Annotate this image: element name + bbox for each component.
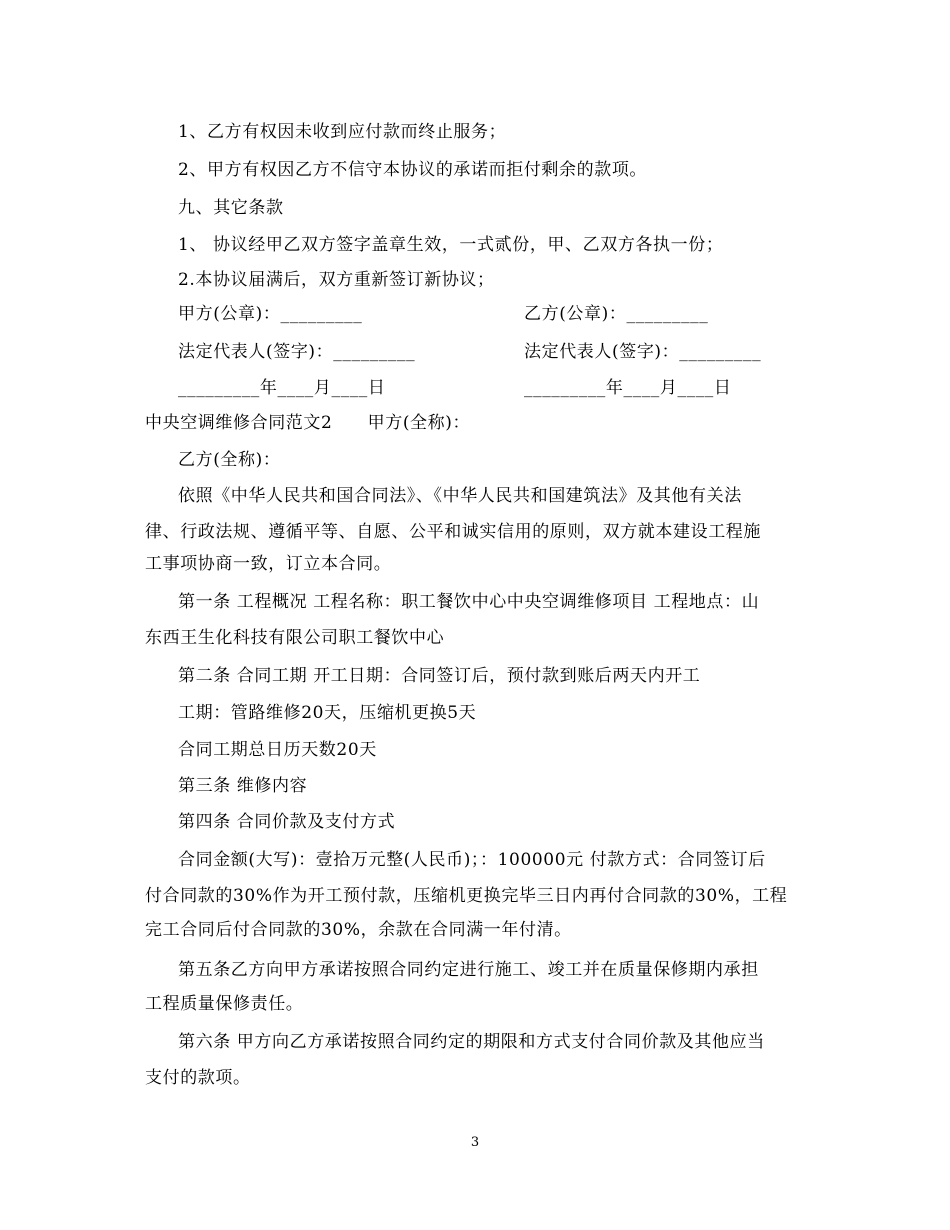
- clause-1-line: 1、乙方有权因未收到应付款而终止服务；: [178, 122, 507, 142]
- article-1-line: 第一条 工程概况 工程名称：职工餐饮中心中央空调维修项目 工程地点：山: [178, 592, 760, 612]
- payment-line: 合同金额(大写)：壹拾万元整(人民币)；：100000元 付款方式：合同签订后: [178, 850, 766, 870]
- preamble-line: 工事项协商一致，订立本合同。: [145, 554, 392, 574]
- party-a-date-field: _________年____月____日: [178, 378, 386, 398]
- party-b-rep-field: 法定代表人(签字)：_________: [524, 342, 762, 362]
- party-a-rep-field: 法定代表人(签字)：_________: [178, 342, 416, 362]
- other-clause-2: 2.本协议届满后，双方重新签订新协议；: [178, 270, 495, 290]
- contract-2-heading: 中央空调维修合同范文2 甲方(全称)：: [145, 413, 471, 433]
- section-nine-heading: 九、其它条款: [178, 198, 284, 218]
- party-b-date-field: _________年____月____日: [524, 378, 732, 398]
- payment-line: 付合同款的30%作为开工预付款，压缩机更换完毕三日内再付合同款的30%，工程: [145, 886, 788, 906]
- party-b-fullname: 乙方(全称)：: [178, 450, 281, 470]
- payment-line: 完工合同后付合同款的30%，余款在合同满一年付清。: [145, 920, 572, 940]
- article-2-line: 第二条 合同工期 开工日期：合同签订后，预付款到账后两天内开工: [178, 666, 701, 686]
- party-a-seal-field: 甲方(公章)：_________: [178, 304, 363, 324]
- article-3-heading: 第三条 维修内容: [178, 776, 308, 796]
- article-1-line: 东西王生化科技有限公司职工餐饮中心: [145, 628, 445, 648]
- preamble-line: 律、行政法规、遵循平等、自愿、公平和诚实信用的原则，双方就本建设工程施: [145, 522, 761, 542]
- article-4-heading: 第四条 合同价款及支付方式: [178, 812, 396, 832]
- article-5-line: 工程质量保修责任。: [145, 994, 304, 1014]
- other-clause-1: 1、 协议经甲乙双方签字盖章生效，一式贰份，甲、乙双方各执一份；: [178, 235, 724, 255]
- article-5-line: 第五条乙方向甲方承诺按照合同约定进行施工、竣工并在质量保修期内承担: [178, 960, 759, 980]
- page-number: 3: [470, 1135, 480, 1150]
- article-2-line: 工期：管路维修20天，压缩机更换5天: [178, 703, 477, 723]
- party-b-seal-field: 乙方(公章)：_________: [524, 304, 709, 324]
- article-6-line: 支付的款项。: [145, 1068, 251, 1088]
- clause-2-line: 2、甲方有权因乙方不信守本协议的承诺而拒付剩余的款项。: [178, 160, 648, 180]
- preamble-line: 依照《中华人民共和国合同法》、《中华人民共和国建筑法》及其他有关法: [178, 486, 742, 506]
- article-2-line: 合同工期总日历天数20天: [178, 740, 377, 760]
- article-6-line: 第六条 甲方向乙方承诺按照合同约定的期限和方式支付合同价款及其他应当: [178, 1032, 765, 1052]
